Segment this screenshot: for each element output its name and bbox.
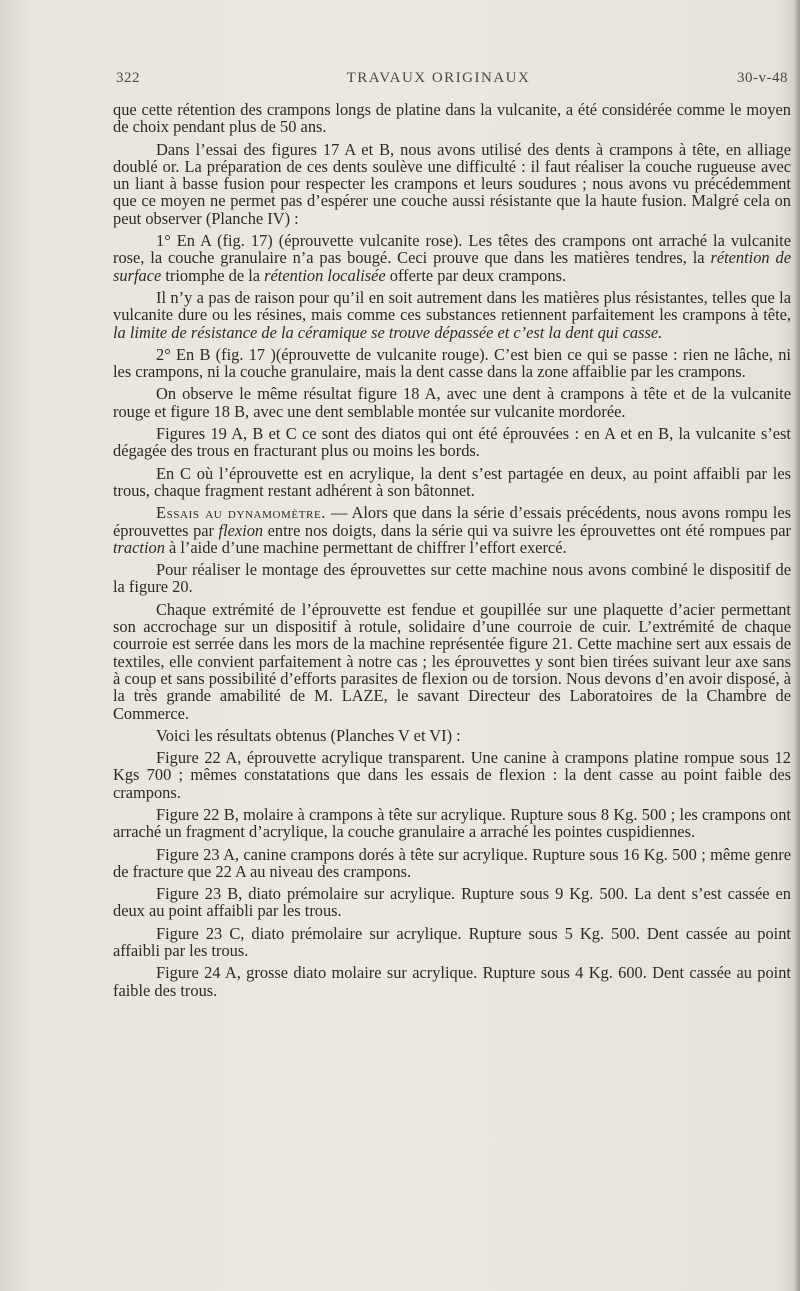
paragraph-4-text-a: Il n’y a pas de raison pour qu’il en soit autrement dans les matières plus résistantes, telles que la vulcanite dure ou les résines, mais comme ces substances retiennent parfaitement les crampons à tête, xyxy=(113,287,791,325)
paragraph-11: Chaque extrémité de l’éprouvette est fendue et goupillée sur une plaquette d’acier permettant son accrochage sur un dispositif à rotule, solidaire d’une courroie de cuir. L’extrémité de chaque courroie est serrée dans les mors de la machine représentée figure 21. Cette machine sert aux essais de textiles, elle convient parfaitement à notre cas ; les éprouvettes y sont bien tirées suivant leur axe sans à coup et sans possibilité d’efforts parasites de flexion ou de torsion. Nous devons d’en avoir disposé, à la très grande amabilité de M. LAZE, le savant Directeur des Laboratoires de la Chambre de Commerce. xyxy=(113,599,791,723)
paragraph-15: Figure 23 A, canine crampons dorés à tête sur acrylique. Rupture sous 16 Kg. 500 ; même genre de fracture que 22 A au niveau des crampons. xyxy=(113,844,791,881)
paragraph-1: que cette rétention des crampons longs de platine dans la vulcanite, a été considérée comme le moyen de choix pendant plus de 50 ans. xyxy=(113,100,791,137)
paragraph-3-emphasis-1: rétention de surface xyxy=(113,248,791,285)
paragraph-10: Pour réaliser le montage des éprouvettes sur cette machine nous avons combiné le dispositif de la figure 20. xyxy=(113,560,791,597)
paragraph-9-text-a: — Alors que dans la série d’essais précédents, nous avons rompu les éprouvettes par xyxy=(113,503,791,540)
running-title: TRAVAUX ORIGINAUX xyxy=(346,70,531,86)
paragraph-16: Figure 23 B, diato prémolaire sur acrylique. Rupture sous 9 Kg. 500. La dent s’est cassée en deux au point affaibli par les trous. xyxy=(113,884,791,921)
paragraph-3 xyxy=(113,232,791,284)
paragraph-3-text-b: triomphe de la xyxy=(161,265,265,285)
paragraph-3-text-a: 1° En A (fig. 17) (éprouvette vulcanite rose). Les têtes des crampons ont arraché la vulcanite rose, la couche granulaire n’a pas bougé. Ceci prouve que dans les matières tendres, la xyxy=(113,231,791,268)
running-header xyxy=(116,70,788,87)
paragraph-9-text-b: entre nos doigts, dans la série qui va suivre les éprouvettes ont été rompues par xyxy=(263,520,791,540)
header-date: 30-v-48 xyxy=(736,70,788,86)
paragraph-3-text-c: offerte par deux crampons. xyxy=(385,265,567,285)
article-body xyxy=(113,101,791,1004)
page-number: 322 xyxy=(116,70,140,86)
page-edge-shadow xyxy=(794,0,800,1291)
paragraph-13: Figure 22 A, éprouvette acrylique transparent. Une canine à crampons platine rompue sous 12 Kgs 700 ; mêmes constatations que dans les essais de flexion : la dent casse au point faible des crampons. xyxy=(113,748,791,802)
paragraph-6: On observe le même résultat figure 18 A, avec une dent à crampons à tête et de la vulcanite rouge et figure 18 B, avec une dent semblable montée sur vulcanite mordorée. xyxy=(113,384,791,421)
paragraph-4 xyxy=(113,289,791,341)
paragraph-9 xyxy=(113,504,791,556)
section-heading-dynamometre: Essais au dynamomètre. xyxy=(156,503,326,523)
paragraph-9-emphasis-2: traction xyxy=(113,537,165,557)
paragraph-7: Figures 19 A, B et C ce sont des diatos qui ont été éprouvées : en A et en B, la vulcanite s’est dégagée des trous en fracturant plus ou moins les bords. xyxy=(113,424,791,461)
paragraph-8: En C où l’éprouvette est en acrylique, la dent s’est partagée en deux, au point affaibli par les trous, chaque fragment restant adhérent à son bâtonnet. xyxy=(113,463,791,500)
paragraph-5: 2° En B (fig. 17 )(éprouvette de vulcanite rouge). C’est bien ce qui se passe : rien ne lâche, ni les crampons, ni la couche granulaire, mais la dent casse dans la zone affaiblie par les crampons. xyxy=(113,344,791,382)
paragraph-4-emphasis-1: la limite de résistance de la céramique se trouve dépassée et c’est la dent qui casse. xyxy=(113,322,663,342)
paragraph-12: Voici les résultats obtenus (Planches V et VI) : xyxy=(156,725,461,745)
paragraph-17: Figure 23 C, diato prémolaire sur acrylique. Rupture sous 5 Kg. 500. Dent cassée au point affaibli par les trous. xyxy=(113,923,791,961)
paragraph-9-emphasis-1: flexion xyxy=(218,520,264,540)
paragraph-2: Dans l’essai des figures 17 A et B, nous avons utilisé des dents à crampons à tête, en alliage doublé or. La préparation de ces dents soulève une difficulté : il faut réaliser la couche rugueuse avec un liant à basse fusion pour respecter les crampons et leurs soudures ; nous avons vu précédemment que ce moyen ne permet pas d’espérer une couche aussi résistante que la haute fusion. Malgré cela on peut observer (Planche IV) : xyxy=(113,139,791,228)
paragraph-9-text-c: à l’aide d’une machine permettant de chiffrer l’effort exercé. xyxy=(164,537,567,557)
paragraph-3-emphasis-2: rétention localisée xyxy=(264,265,386,285)
paragraph-18: Figure 24 A, grosse diato molaire sur acrylique. Rupture sous 4 Kg. 600. Dent cassée au point faible des trous. xyxy=(113,963,791,1000)
paragraph-14: Figure 22 B, molaire à crampons à tête sur acrylique. Rupture sous 8 Kg. 500 ; les crampons ont arraché un fragment d’acrylique, la couche granulaire a arraché les pointes cuspidiennes. xyxy=(113,804,791,842)
